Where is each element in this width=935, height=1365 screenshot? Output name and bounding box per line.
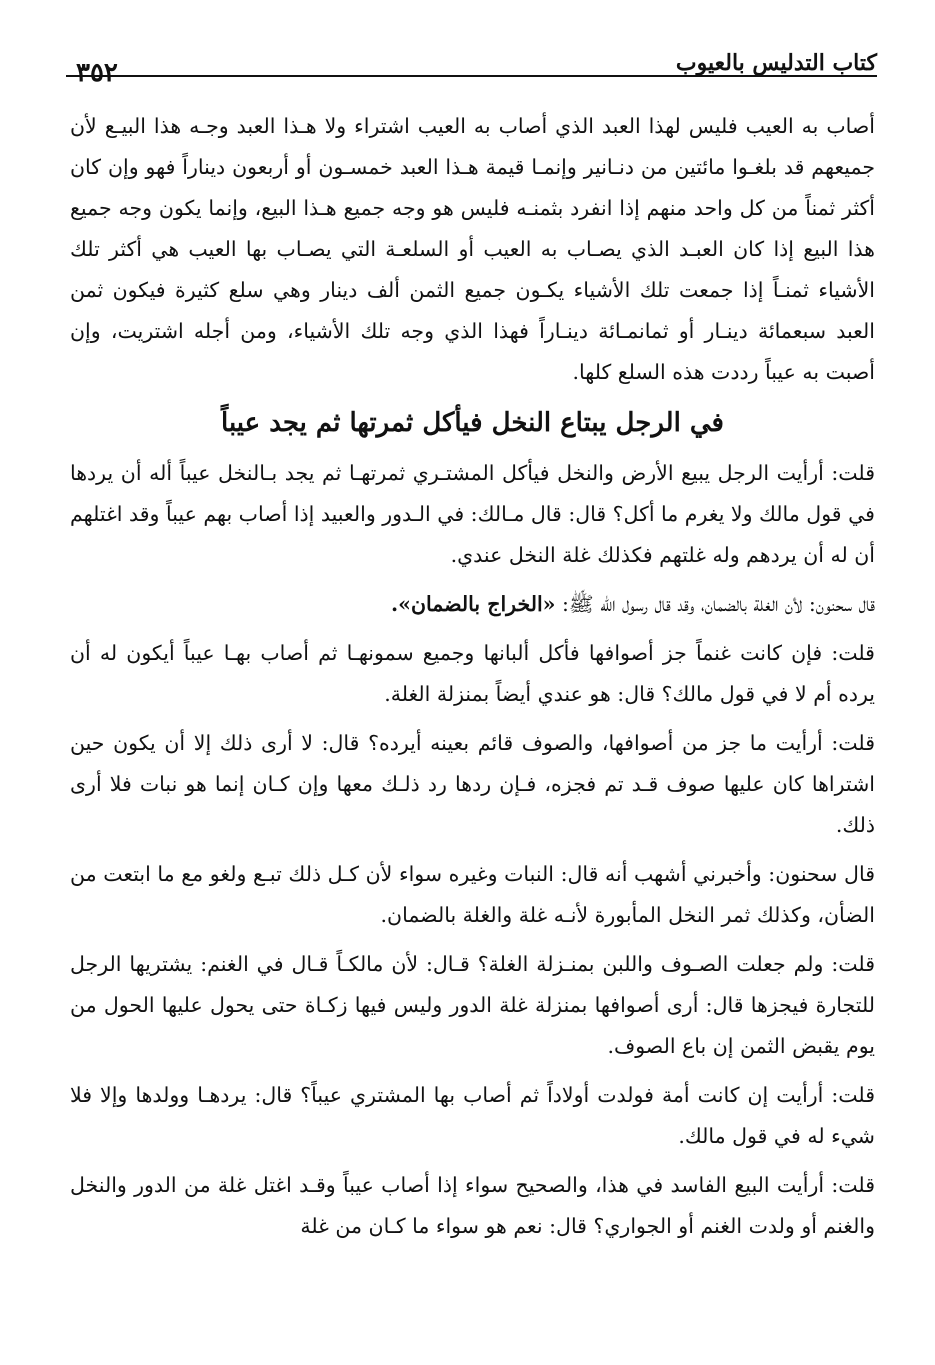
page-body — [70, 106, 875, 1247]
intro-paragraph: أصاب به العيب فليس لهذا العبد الذي أصاب به العيب اشتراء ولا هـذا العبد وجـه هذا البيـع لأن جميعهم قد بلغـوا مائتين من دنـانير وإنمـا قيمة هـذا العبد خمسـون أو أربعون ديناراً فهو وإن كان أكثر ثمناً من كل واحد منهم إذا انفرد بثمنـه فليس هو وجه جميع هـذا البيع، وإنما يكون وجه جميع هذا البيع إذا كان العبـد الذي يصـاب به العيب أو السلعـة التي يصـاب بها العيب هي أكثر تلك الأشياء ثمنـاً إذا جمعت تلك الأشياء يكـون جميع الثمن ألف دينار وهي سلع كثيرة فيكون ثمن العبد سبعمائة دينـار أو ثمانمـائة دينـاراً فهذا الذي وجه تلك الأشياء، ومن أجله اشتريت، وإن أصبت به عيباً رددت هذه السلع كلها. — [70, 114, 875, 384]
paragraph-6: قلت: ولم جعلت الصـوف واللبن بمنـزلة الغلة؟ قـال: لأن مالكـاً قـال في الغنم: يشتريها الرجل للتجارة فيجزها قال: أرى أصوافها بمنزلة غلة الدور وليس فيها زكـاة حتى يحول عليها الحول من يوم يقبض الثمن إن باع الصوف. — [70, 952, 875, 1058]
paragraph-8: قلت: أرأيت البيع الفاسد في هذا، والصحيح سواء إذا أصاب عيباً وقـد اغتل غلة من الدور والنخل والغنم أو ولدت الغنم أو الجواري؟ قال: نعم هو سواء ما كـان من غلة — [70, 1173, 875, 1238]
paragraph-4: قلت: أرأيت ما جز من أصوافها، والصوف قائم بعينه أيرده؟ قال: لا أرى ذلك إلا أن يكون حين اشتراها كان عليها صوف قـد تم فجزه، فـإن ردها رد ذلـك معها وإن كـان إنما هو نبات فلا أرى ذلك. — [70, 731, 875, 837]
section-heading: في الرجل يبتاع النخل فيأكل ثمرتها ثم يجد عيباً — [221, 408, 724, 438]
page-number: ٣٥٢ — [76, 58, 118, 88]
paragraph-2 — [70, 584, 875, 625]
paragraph-1: قلت: أرأيت الرجل يبيع الأرض والنخل فيأكل المشتـري ثمرتهـا ثم يجد بـالنخل عيباً أله أن يردها في قول مالك ولا يغرم ما أكل؟ قال: قال مـالك: في الـدور والعبيد إذا أصاب بهم عيباً وقد اغتلهم أن له أن يردهم وله غلتهم فكذلك غلة النخل عندي. — [70, 461, 875, 567]
header-rule — [66, 75, 877, 77]
paragraph-7: قلت: أرأيت إن كانت أمة فولدت أولاداً ثم أصاب بها المشتري عيباً؟ قال: يردهـا وولدها وإلا فلا شيء له في قول مالك. — [70, 1083, 875, 1148]
hadith-quote: «الخراج بالضمان». — [391, 592, 556, 616]
paragraph-5: قال سحنون: وأخبرني أشهب أنه قال: النبات وغيره سواء لأن كـل ذلك تبـع ولغو مع ما ابتعت من الضأن، وكذلك ثمر النخل المأبورة لأنـه غلة والغلة بالضمان. — [70, 862, 875, 927]
paragraph-3: قلت: فإن كانت غنماً جز أصوافها فأكل ألبانها وجميع سمونهـا ثم أصاب بهـا عيباً أيكون له أن يرده أم لا في قول مالك؟ قال: هو عندي أيضاً بمنزلة الغلة. — [70, 641, 875, 706]
page-header — [68, 40, 877, 74]
running-title: كتاب التدليس بالعيوب — [675, 50, 877, 76]
paragraph-2-text: قال سحنون: لأن الغلة بالضمان، وقد قال رسول الله ﷺ: — [555, 592, 875, 616]
